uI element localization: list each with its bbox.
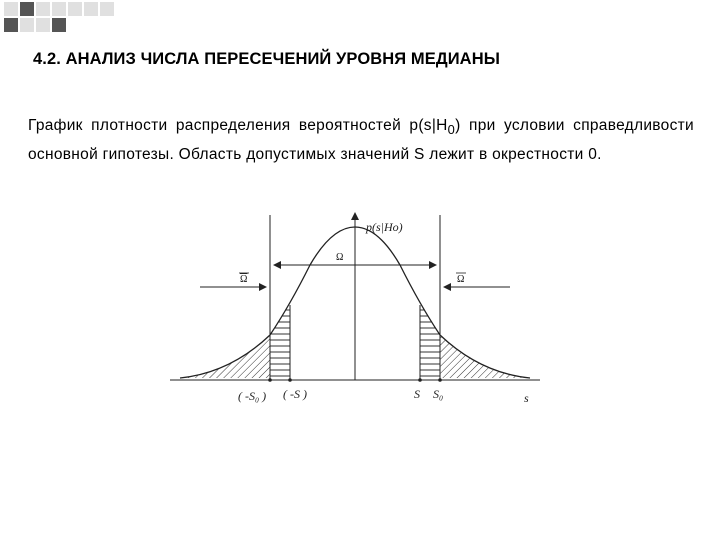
curve-label: p(s|Ho): [366, 220, 403, 234]
omega-label: Ω: [336, 252, 344, 263]
point-neg-s0: [268, 378, 272, 382]
x-axis-label: s: [524, 391, 529, 405]
slide-paragraph: [28, 113, 694, 167]
omega-bar-right-label: Ω: [457, 274, 465, 285]
decorative-square-grid: [4, 2, 114, 32]
omega-bar-left-label: Ω: [240, 274, 248, 285]
left-tail-hatch: [180, 335, 270, 378]
decorative-squares: [0, 0, 720, 40]
paragraph-subscript: 0: [447, 122, 456, 138]
right-tail-hatch: [440, 335, 530, 378]
slide-title: 4.2. АНАЛИЗ ЧИСЛА ПЕРЕСЕЧЕНИЙ УРОВНЯ МЕДИАНЫ: [33, 50, 500, 68]
label-neg-s0: ( -S₀ ): [238, 389, 267, 403]
density-diagram: [170, 205, 560, 420]
right-band-lines: [420, 305, 440, 378]
paragraph-text-start: График плотности распределения вероятностей p(s|H: [28, 117, 448, 134]
left-band-lines: [270, 305, 290, 378]
point-neg-s: [288, 378, 292, 382]
label-neg-s: ( -S ): [283, 387, 307, 401]
point-s: [418, 378, 422, 382]
label-s: S: [414, 387, 420, 401]
label-s0: S₀: [433, 387, 444, 401]
paragraph-text-end: ) при условии справедливости основной гипотезы. Область допустимых значений S лежит в окрестности 0.: [28, 117, 694, 164]
point-s0: [438, 378, 442, 382]
